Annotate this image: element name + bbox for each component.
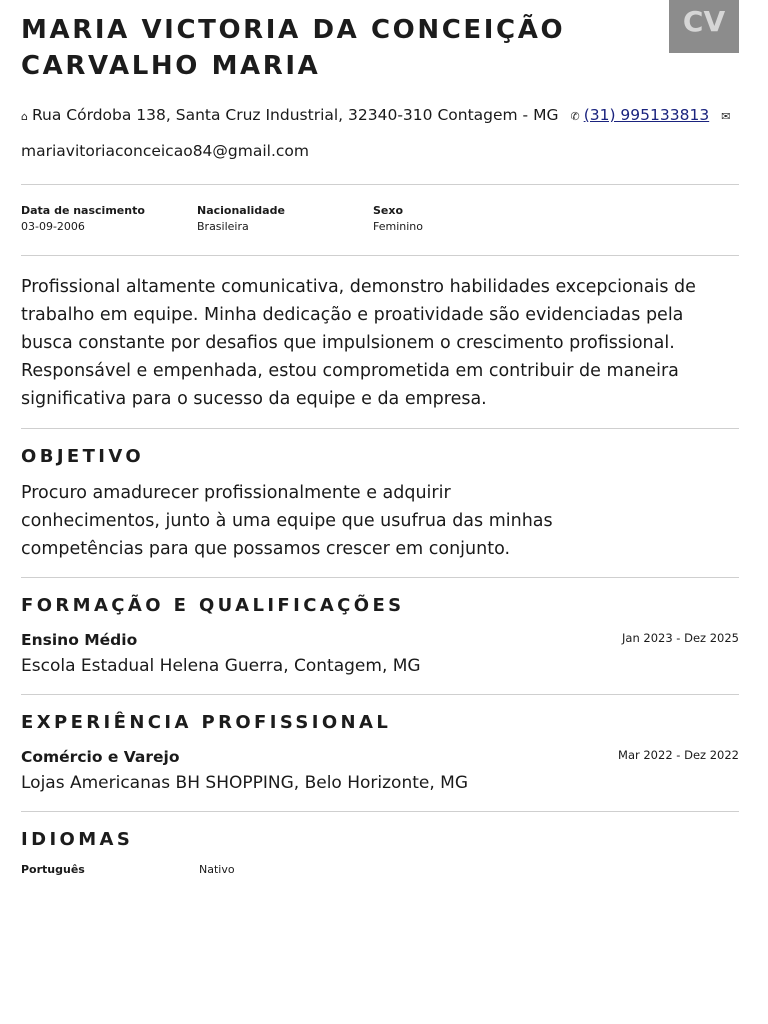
education-entry [21, 628, 739, 680]
experience-section [21, 695, 739, 811]
sex-value: Feminino [373, 220, 423, 233]
birthdate-field [21, 203, 197, 235]
languages-section [21, 812, 739, 892]
birthdate-label: Data de nascimento [21, 204, 145, 217]
phone-link[interactable]: (31) 995133813 [583, 106, 710, 124]
objective-section [21, 429, 739, 577]
personal-info [21, 185, 739, 255]
resume-page [21, 12, 739, 892]
profile-summary: Profissional altamente comunicativa, demonstro habilidades excepcionais de trabalho em equipe. Minha dedicação e proatividade são evidenciadas pela busca constante por desafios que impulsionem o crescimento profissional. Responsável e empenhada, estou comprometida em contribuir de maneira significativa para o sucesso da equipe e da empresa. [21, 277, 696, 409]
education-dates: Jan 2023 - Dez 2025 [622, 631, 739, 645]
experience-heading: EXPERIÊNCIA PROFISSIONAL [21, 712, 392, 733]
objective-text: Procuro amadurecer profissionalmente e adquirir conhecimentos, junto à uma equipe que usufrua das minhas competências para que possamos crescer em conjunto. [21, 483, 553, 559]
cv-logo: CV [669, 0, 739, 53]
experience-company: Lojas Americanas BH SHOPPING, Belo Horizonte, MG [21, 773, 468, 793]
email-text: mariavitoriaconceicao84@gmail.com [21, 142, 309, 160]
birthdate-value: 03-09-2006 [21, 220, 85, 233]
experience-entry [21, 745, 739, 797]
home-icon: ⌂ [21, 110, 28, 123]
nationality-label: Nacionalidade [197, 204, 285, 217]
language-name: Português [21, 863, 85, 876]
sex-field [373, 203, 549, 235]
education-institution: Escola Estadual Helena Guerra, Contagem, MG [21, 656, 421, 676]
phone-icon: ✆ [570, 110, 580, 123]
email-icon: ✉ [721, 110, 731, 123]
experience-dates: Mar 2022 - Dez 2022 [618, 748, 739, 762]
candidate-name: MARIA VICTORIA DA CONCEIÇÃO CARVALHO MARIA [21, 15, 566, 81]
sex-label: Sexo [373, 204, 404, 217]
languages-heading: IDIOMAS [21, 829, 134, 850]
education-section [21, 578, 739, 694]
experience-title: Comércio e Varejo [21, 748, 180, 766]
education-heading: FORMAÇÃO E QUALIFICAÇÕES [21, 595, 405, 616]
address-text: Rua Córdoba 138, Santa Cruz Industrial, 32340-310 Contagem - MG [31, 106, 559, 124]
nationality-field [197, 203, 373, 235]
language-item [21, 862, 739, 878]
education-title: Ensino Médio [21, 631, 138, 649]
objective-heading: OBJETIVO [21, 446, 145, 467]
nationality-value: Brasileira [197, 220, 249, 233]
contact-block [21, 98, 739, 168]
language-level: Nativo [199, 863, 235, 876]
